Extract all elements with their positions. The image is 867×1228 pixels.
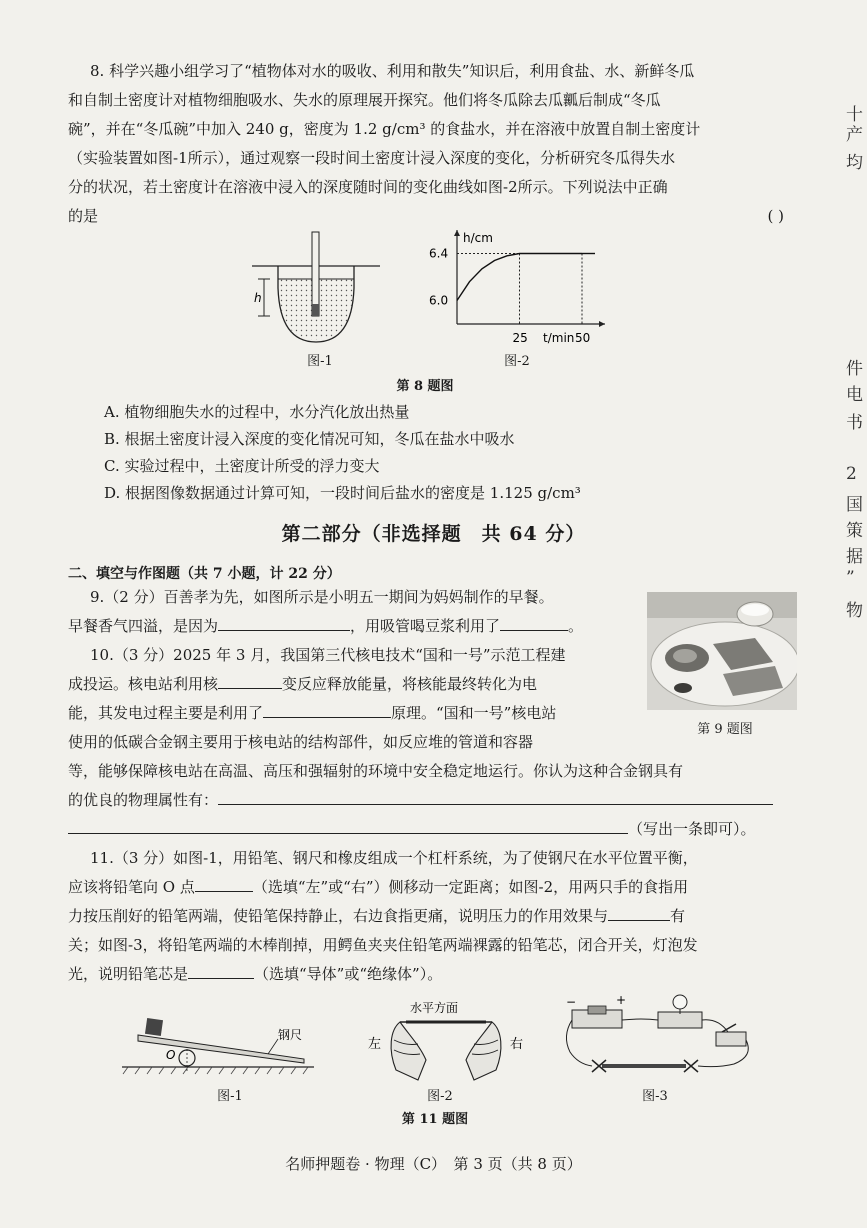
question-10-text: 10.（3 分）2025 年 3 月，我国第三代核电技术“国和一号”示范工程建 成投运。核电站利用核 变反应释放能量，将核能最终转化为电 能，其发电过程主要是利用了 原理。“国和一号”核电站 使用的低碳合金钢主要用于核电站的结构部件，如反应堆的管道和容器 等，能够保障核电站在高温、高压和强辐射的环境中安全稳定地运行。你认为这种合金钢具有 的优良的物理属性有： （写出一条即可）。 xyxy=(68,641,798,844)
q11-blank-2[interactable] xyxy=(608,904,670,921)
figure-9-caption: 第 9 题图 xyxy=(697,722,753,737)
clip-right-icon xyxy=(684,1060,698,1072)
edge-char: 据 xyxy=(846,547,863,567)
ruler-label: 钢尺 xyxy=(278,1028,303,1042)
x-tick-label: 25 xyxy=(512,331,528,345)
q10-blank-4[interactable] xyxy=(68,817,628,834)
edge-char: 十 xyxy=(846,105,863,125)
battery-plus-label: + xyxy=(616,993,627,1007)
horizontal-label: 水平方面 xyxy=(410,1001,459,1015)
figure-8-1-bowl xyxy=(240,224,390,349)
figure-8-group-caption: 第 8 题图 xyxy=(396,379,454,394)
x-axis-label: t/min xyxy=(543,331,575,345)
page-footer: 名师押题卷 · 物理（C） 第 3 页（共 8 页） xyxy=(285,1155,582,1173)
left-label: 左 xyxy=(368,1037,382,1052)
series-line xyxy=(457,254,582,301)
q9-blank-2[interactable] xyxy=(500,614,568,631)
q11-blank-1[interactable] xyxy=(195,875,253,892)
bulb-icon xyxy=(673,995,687,1009)
q9-blank-1[interactable] xyxy=(218,614,350,631)
question-8-last-line: 的是 xyxy=(68,207,99,225)
switch-icon xyxy=(716,1032,746,1046)
q10-blank-2[interactable] xyxy=(263,701,391,718)
figure-11-2-hands xyxy=(360,1000,540,1082)
edge-char: ” xyxy=(846,568,855,588)
option-c: C. 实验过程中，土密度计所受的浮力变大 xyxy=(104,457,380,475)
figure-11-2-caption: 图-2 xyxy=(427,1089,453,1104)
y-tick-label: 6.4 xyxy=(429,246,449,261)
question-8-text: 8. 科学兴趣小组学习了“植物体对水的吸收、利用和散失”知识后，利用食盐、水、新鲜冬瓜 和自制土密度计对植物细胞吸水、失水的原理展开探究。他们将冬瓜除去瓜瓤后制成“冬瓜 碗”，并在“冬瓜碗”中加入 240 g，密度为 1.2 g/cm³ 的食盐水，并在溶液中放置自制土密度计 （实验装置如图-1所示），通过观察一段时间土密度计浸入深度的变化，分析研究冬瓜得失水 分的状况，若土密度计在溶液中浸入的深度随时间的变化曲线如图-2所示。下列说法中正确 的是 ( ) xyxy=(68,57,798,231)
figure-8-1-caption: 图-1 xyxy=(307,354,333,369)
q11-blank-3[interactable] xyxy=(188,962,254,979)
section-heading: 二、填空与作图题（共 7 小题，计 22 分） xyxy=(68,566,341,582)
fig1-h-label: h xyxy=(254,291,262,305)
x-tick-label: 50 xyxy=(575,331,591,345)
pivot-o-label: O xyxy=(166,1048,176,1062)
figure-11-1-caption: 图-1 xyxy=(217,1089,243,1104)
edge-char: 件 xyxy=(846,359,863,379)
part-two-heading: 第二部分（非选择题 共 64 分） xyxy=(281,523,586,545)
figure-11-3-circuit xyxy=(558,990,768,1082)
edge-char: 产 xyxy=(846,125,863,145)
edge-char: 国 xyxy=(846,495,863,515)
question-9-text: 9.（2 分）百善孝为先，如图所示是小明五一期间为妈妈制作的早餐。 早餐香气四溢，是因为 ，用吸管喝豆浆利用了 。 xyxy=(68,588,584,635)
option-b: B. 根据土密度计浸入深度的变化情况可知，冬瓜在盐水中吸水 xyxy=(104,430,515,448)
edge-char: 均 xyxy=(846,153,863,173)
figure-8-2-chart xyxy=(415,222,615,350)
q10-blank-3[interactable] xyxy=(218,788,773,805)
battery-minus-label: − xyxy=(566,995,577,1009)
right-label: 右 xyxy=(510,1037,524,1052)
figure-11-3-caption: 图-3 xyxy=(642,1089,668,1104)
edge-char: 书 xyxy=(846,413,863,433)
edge-char: 策 xyxy=(846,521,863,541)
option-a: A. 植物细胞失水的过程中，水分汽化放出热量 xyxy=(104,403,410,421)
edge-char: 2 xyxy=(846,464,857,484)
question-11-text: 11.（3 分）如图-1，用铅笔、钢尺和橡皮组成一个杠杆系统，为了使钢尺在水平位置平衡， 应该将铅笔向 O 点 （选填“左”或“右”）侧移动一定距离；如图-2，用两只手的食指用 力按压削好的铅笔两端，使铅笔保持静止，右边食指更痛，说明压力的作用效果与 有 关；如图-3，将铅笔两端的木棒削掉，用鳄鱼夹夹住铅笔两端裸露的铅笔芯，闭合开关，灯泡发 光，说明铅笔芯是 （选填“导体”或“绝缘体”）。 xyxy=(68,849,698,983)
y-axis-label: h/cm xyxy=(463,231,493,245)
answer-bracket: ( ) xyxy=(767,207,784,225)
figure-11-1-lever xyxy=(118,1005,318,1077)
y-tick-label: 6.0 xyxy=(429,293,449,308)
figure-11-group-caption: 第 11 题图 xyxy=(401,1112,469,1127)
q10-blank-1[interactable] xyxy=(218,672,282,689)
figure-8-2-caption: 图-2 xyxy=(504,354,530,369)
edge-char: 电 xyxy=(846,385,863,405)
option-d: D. 根据图像数据通过计算可知，一段时间后盐水的密度是 1.125 g/cm³ xyxy=(104,484,581,502)
edge-char: 物 xyxy=(846,601,863,621)
